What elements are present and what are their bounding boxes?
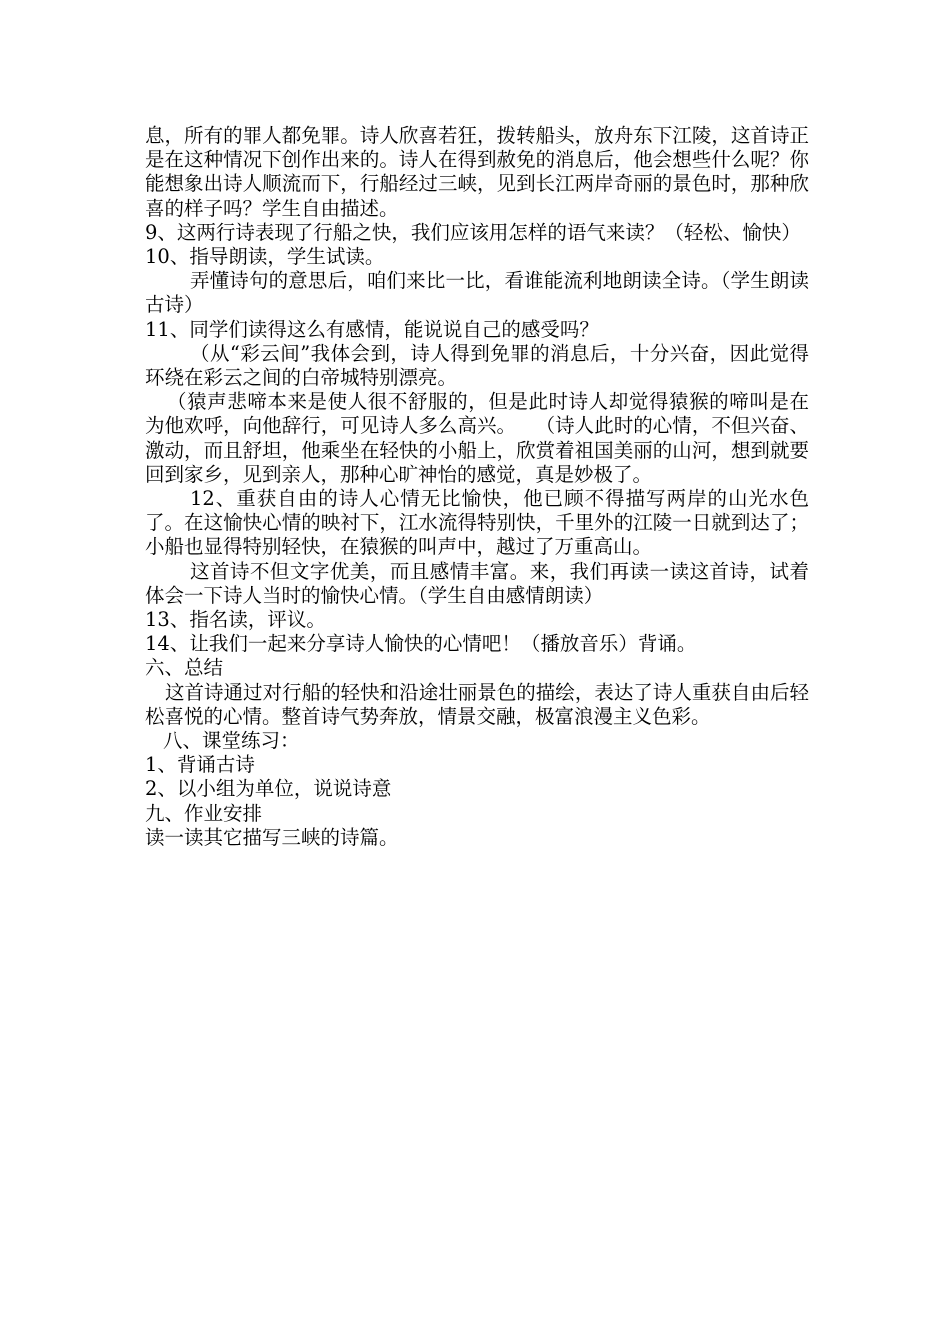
paragraph-summary: 这首诗通过对行船的轻快和沿途壮丽景色的描绘，表达了诗人重获自由后轻松喜悦的心情。整首诗气势奔放，情景交融，极富浪漫主义色彩。: [145, 680, 809, 728]
paragraph-intro-continued: 息，所有的罪人都免罪。诗人欣喜若狂，拨转船头，放舟东下江陵，这首诗正是在这种情况下创作出来的。诗人在得到赦免的消息后，他会想些什么呢？你能想象出诗人顺流而下，行船经过三峡，见到长江两岸奇丽的景色时，那种欣喜的样子吗？学生自由描述。: [145, 124, 809, 220]
paragraph-feeling-clouds: （从“彩云间”我体会到，诗人得到免罪的消息后，十分兴奋，因此觉得环绕在彩云之间的白帝城特别漂亮。: [145, 341, 809, 390]
paragraph-homework: 读一读其它描写三峡的诗篇。: [145, 825, 399, 849]
exercise-item-2: 2、以小组为单位，说说诗意: [145, 777, 392, 801]
heading-exercises: 八、课堂练习：: [163, 729, 300, 753]
paragraph-read-whole-poem: 弄懂诗句的意思后，咱们来比一比，看谁能流利地朗读全诗。（学生朗读古诗）: [145, 269, 809, 317]
paragraph-step-12: 12、重获自由的诗人心情无比愉快，他已顾不得描写两岸的山光水色了。在这愉快心情的映衬下，江水流得特别快，千里外的江陵一日就到达了；小船也显得特别轻快，在猿猴的叫声中，越过了万重高山。: [145, 487, 809, 559]
document-body: [145, 124, 809, 850]
paragraph-step-11: 11、同学们读得这么有感情，能说说自己的感受吗？: [145, 317, 599, 341]
paragraph-step-13: 13、指名读，评议。: [145, 608, 326, 632]
paragraph-feeling-monkeys: （猿声悲啼本来是使人很不舒服的，但是此时诗人却觉得猿猴的啼叫是在为他欢呼，向他辞行，可见诗人多么高兴。 （诗人此时的心情，不但兴奋、激动，而且舒坦，他乘坐在轻快的小船上，欣赏着祖国美丽的山河，想到就要回到家乡，见到亲人，那种心旷神怡的感觉，真是妙极了。: [145, 390, 809, 486]
paragraph-reread: 这首诗不但文字优美，而且感情丰富。来，我们再读一读这首诗，试着体会一下诗人当时的愉快心情。（学生自由感情朗读）: [145, 559, 809, 607]
paragraph-step-9: 9、这两行诗表现了行船之快，我们应该用怎样的语气来读？（轻松、愉快）: [145, 220, 801, 244]
heading-homework: 九、作业安排: [145, 801, 263, 825]
paragraph-step-14: 14、让我们一起来分享诗人愉快的心情吧！（播放音乐）背诵。: [145, 632, 697, 656]
heading-summary: 六、总结: [145, 656, 224, 680]
paragraph-step-10: 10、指导朗读，学生试读。: [145, 245, 385, 269]
exercise-item-1: 1、背诵古诗: [145, 753, 255, 777]
